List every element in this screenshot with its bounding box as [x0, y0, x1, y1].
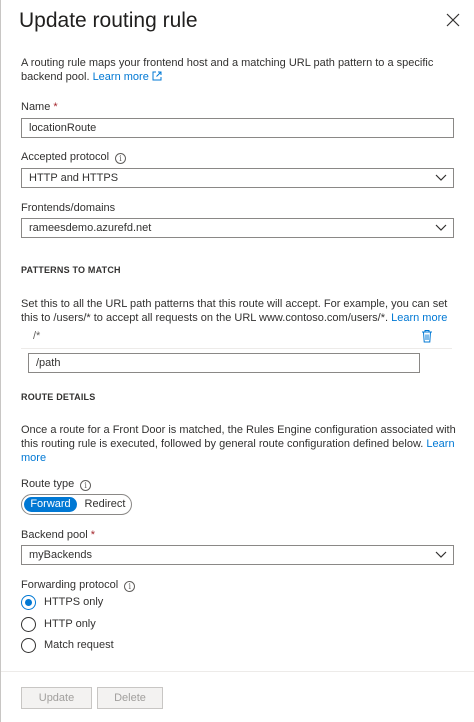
footer-divider	[1, 671, 474, 672]
route-type-forward[interactable]: Forward	[24, 497, 77, 512]
patterns-description: Set this to all the URL path patterns that this route will accept. For example, you can set this to /users/* to accept all requests on the URL www.contoso.com/users/*. Learn more	[21, 298, 448, 324]
external-link-icon	[152, 71, 162, 81]
pattern-value: /*	[33, 330, 41, 342]
new-pattern-input[interactable]: /path	[28, 353, 420, 373]
accepted-protocol-dropdown[interactable]: HTTP and HTTPS	[21, 168, 454, 188]
page-title: Update routing rule	[19, 9, 198, 32]
delete-button[interactable]: Delete	[97, 687, 163, 709]
patterns-heading: PATTERNS TO MATCH	[21, 265, 121, 275]
close-button[interactable]	[446, 13, 464, 31]
frontends-dropdown[interactable]: rameesdemo.azurefd.net	[21, 218, 454, 238]
frontends-label: Frontends/domains	[21, 202, 116, 214]
route-type-redirect[interactable]: Redirect	[84, 498, 126, 510]
radio-circle	[21, 617, 36, 632]
backend-pool-label: Backend pool *	[21, 529, 96, 541]
pattern-row	[21, 327, 452, 349]
route-details-description: Once a route for a Front Door is matched, the Rules Engine configuration associated with this routing rule is executed, followed by general route configuration defined below. Learn more	[21, 424, 456, 464]
intro-text: A routing rule maps your frontend host and a matching URL path pattern to a specific backend pool.	[21, 57, 434, 83]
radio-circle	[21, 638, 36, 653]
accepted-protocol-label: Accepted protocol i	[21, 151, 126, 164]
info-icon[interactable]: i	[124, 581, 135, 592]
update-button[interactable]: Update	[21, 687, 92, 709]
backend-pool-dropdown[interactable]: myBackends	[21, 545, 454, 565]
required-mark: *	[53, 101, 58, 113]
route-details-learn-more-link[interactable]: Learn more	[21, 438, 455, 464]
routing-rule-panel: Update routing rule A routing rule maps your frontend host and a matching URL path pattern to a specific backend pool. Learn more Name * locationRoute Accepted protocol i HTTP and HTTPS Frontends/domains rameesdemo.azurefd.net PATTERNS TO MATCH Set this to all the URL path patterns that this route will accept. For example, you can set this to /users/* to accept all requests on the URL www.contoso.com/users/*. Learn more /* /path ROUTE DETAILS Once a route for a Front Door is matched, the Rules Engine configuration associated with this routing rule is executed, followed by general route configuration defined below. Learn more Route type i Forward Redirect Backend pool * myBackends Forwarding protocol i HTTPS only HTTP only Match request Update Delete	[0, 0, 474, 722]
close-icon	[446, 13, 460, 27]
patterns-learn-more-link[interactable]: Learn more	[391, 312, 448, 324]
name-label: Name *	[21, 101, 58, 113]
route-type-label: Route type i	[21, 478, 91, 491]
chevron-down-icon	[435, 173, 447, 183]
required-mark: *	[90, 529, 96, 541]
route-type-toggle	[21, 494, 132, 515]
chevron-down-icon	[435, 550, 447, 560]
chevron-down-icon	[435, 223, 447, 233]
forwarding-protocol-label: Forwarding protocol i	[21, 579, 135, 592]
intro-learn-more-link[interactable]: Learn more	[93, 71, 162, 83]
info-icon[interactable]: i	[115, 153, 126, 164]
intro-description	[21, 56, 461, 84]
trash-icon[interactable]	[421, 329, 433, 343]
info-icon[interactable]: i	[80, 480, 91, 491]
name-input[interactable]: locationRoute	[21, 118, 454, 138]
radio-circle	[21, 595, 36, 610]
route-details-heading: ROUTE DETAILS	[21, 392, 96, 402]
